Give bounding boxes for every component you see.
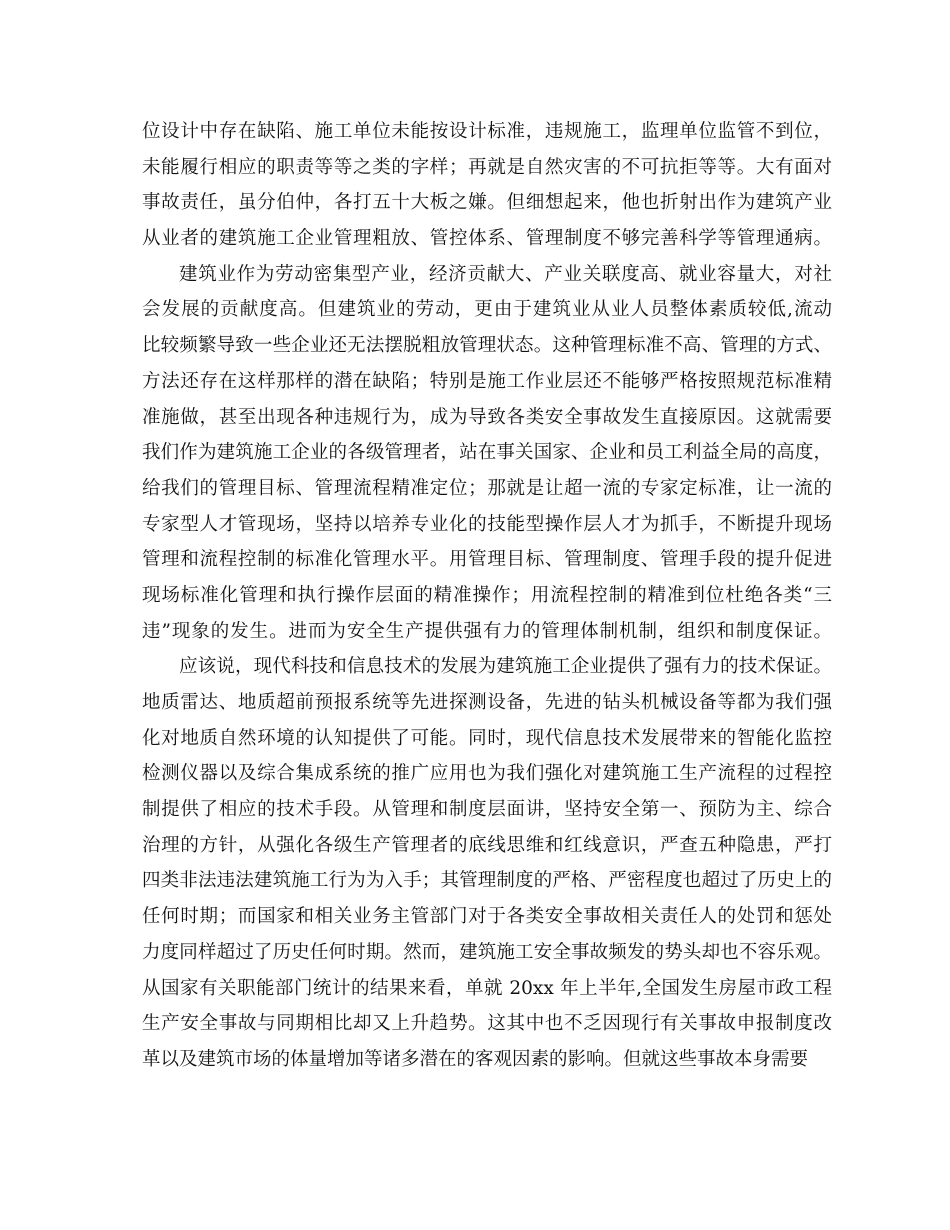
text-line: 现场标准化管理和执行操作层面的精准操作；用流程控制的精准到位杜绝各类“三 (142, 584, 832, 606)
text-line: 建筑业作为劳动密集型产业，经济贡献大、产业关联度高、就业容量大，对社 (179, 263, 832, 285)
text-line: 检测仪器以及综合集成系统的推广应用也为我们强化对建筑施工生产流程的过程控 (142, 763, 832, 785)
paragraph (142, 649, 832, 1077)
text-line: 管理和流程控制的标准化管理水平。用管理目标、管理制度、管理手段的提升促进 (142, 549, 832, 571)
document-body (142, 114, 832, 1078)
text-line: 会发展的贡献度高。但建筑业的劳动，更由于建筑业从业人员整体素质较低,流动 (142, 299, 832, 321)
text-line: 从业者的建筑施工企业管理粗放、管控体系、管理制度不够完善科学等管理通病。 (142, 228, 832, 250)
text-line: 任何时期；而国家和相关业务主管部门对于各类安全事故相关责任人的处罚和惩处 (142, 906, 832, 928)
text-line: 四类非法违法建筑施工行为为入手；其管理制度的严格、严密程度也超过了历史上的 (142, 870, 832, 892)
text-line: 力度同样超过了历史任何时期。然而，建筑施工安全事故频发的势头却也不容乐观。 (142, 941, 832, 963)
text-line: 我们作为建筑施工企业的各级管理者，站在事关国家、企业和员工利益全局的高度， (142, 442, 832, 464)
text-line: 治理的方针，从强化各级生产管理者的底线思维和红线意识，严查五种隐患，严打 (142, 834, 832, 856)
text-line: 比较频繁导致一些企业还无法摆脱粗放管理状态。这种管理标准不高、管理的方式、 (142, 335, 832, 357)
text-line: 事故责任，虽分伯仲，各打五十大板之嫌。但细想起来，他也折射出作为建筑产业 (142, 192, 832, 214)
text-line: 应该说，现代科技和信息技术的发展为建筑施工企业提供了强有力的技术保证。 (179, 656, 832, 678)
text-line: 从国家有关职能部门统计的结果来看，单就 20xx 年上半年,全国发生房屋市政工程 (142, 977, 832, 999)
text-line: 生产安全事故与同期相比却又上升趋势。这其中也不乏因现行有关事故申报制度改 (142, 1013, 832, 1035)
text-line: 准施做，甚至出现各种违规行为，成为导致各类安全事故发生直接原因。这就需要 (142, 406, 832, 428)
text-line: 未能履行相应的职责等等之类的字样；再就是自然灾害的不可抗拒等等。大有面对 (142, 156, 832, 178)
paragraph (142, 257, 832, 650)
text-line: 专家型人才管现场，坚持以培养专业化的技能型操作层人才为抓手，不断提升现场 (142, 513, 832, 535)
text-line: 方法还存在这样那样的潜在缺陷；特别是施工作业层还不能够严格按照规范标准精 (142, 370, 832, 392)
text-line: 制提供了相应的技术手段。从管理和制度层面讲，坚持安全第一、预防为主、综合 (142, 799, 832, 821)
text-line: 革以及建筑市场的体量增加等诸多潜在的客观因素的影响。但就这些事故本身需要 (142, 1048, 809, 1070)
text-line: 给我们的管理目标、管理流程精准定位；那就是让超一流的专家定标准，让一流的 (142, 477, 832, 499)
paragraph (142, 114, 832, 257)
text-line: 地质雷达、地质超前预报系统等先进探测设备，先进的钻头机械设备等都为我们强 (142, 692, 832, 713)
text-line: 违”现象的发生。进而为安全生产提供强有力的管理体制机制，组织和制度保证。 (142, 620, 832, 642)
text-line: 化对地质自然环境的认知提供了可能。同时，现代信息技术发展带来的智能化监控 (142, 727, 832, 749)
text-line: 位设计中存在缺陷、施工单位未能按设计标准，违规施工，监理单位监管不到位， (142, 121, 832, 142)
